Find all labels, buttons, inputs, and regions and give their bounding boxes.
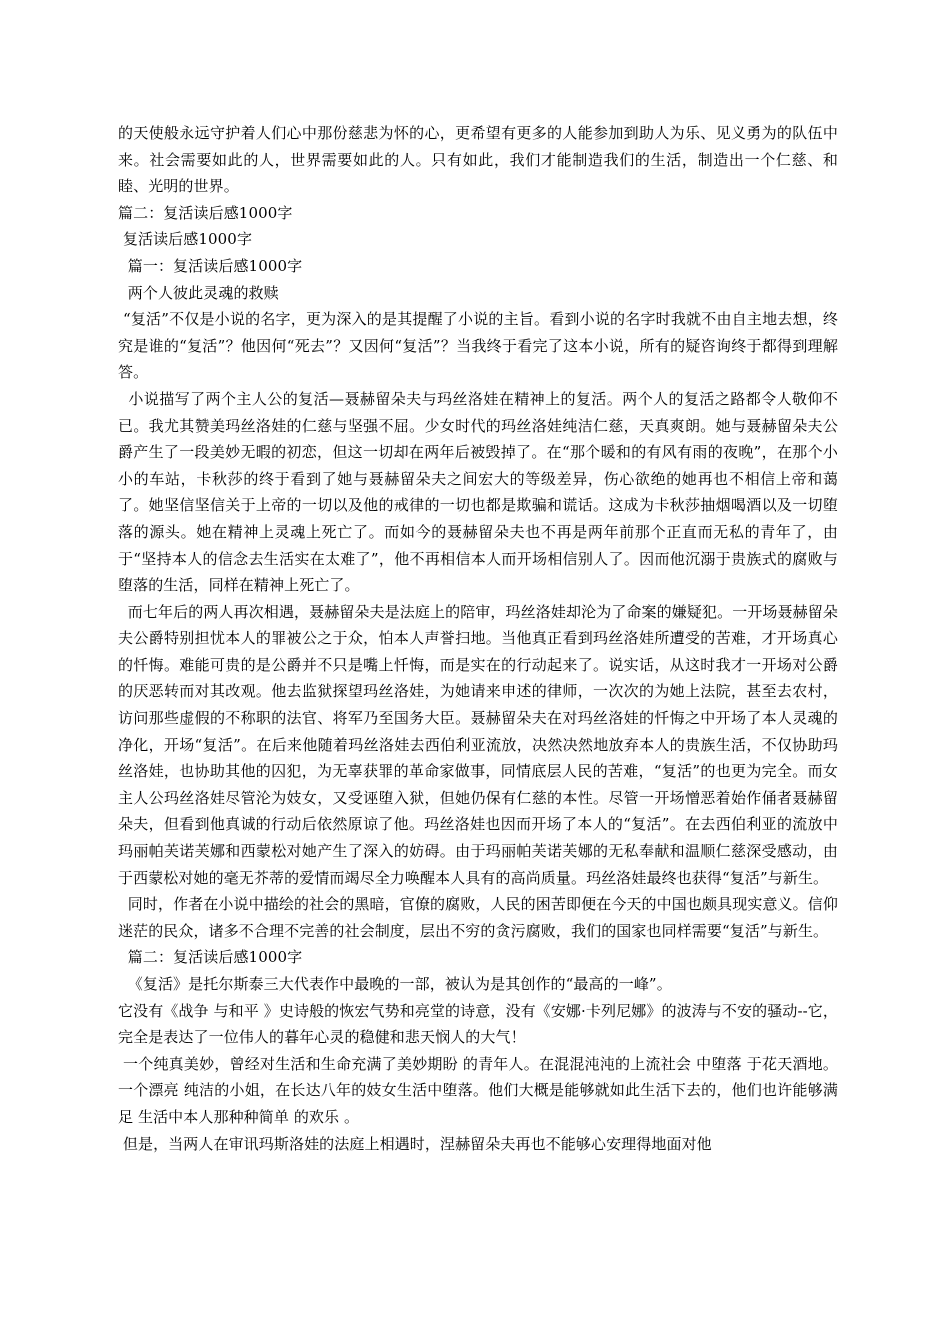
paragraph-comparison: 它没有《战争 与和平 》史诗般的恢宏气势和亮堂的诗意，没有《安娜·卡列尼娜》的波涛与不安的骚动--它，完全是表达了一位伟人的暮年心灵的稳健和悲天悯人的大气！	[118, 1001, 838, 1047]
section-heading-part-two: 篇二：复活读后感1000字	[118, 203, 293, 222]
paragraph-resurrection-meaning: “复活”不仅是小说的名字，更为深入的是其提醒了小说的主旨。看到小说的名字时我就不由自主地去想，终究是谁的“复活”？他因何“死去”？又因何“复活”？当我终于看完了这本小说，所有的疑咨询终于都得到理解答。	[118, 310, 838, 382]
document-page	[118, 120, 838, 1157]
sub-heading-part-one: 篇一：复活读后感1000字	[118, 256, 303, 275]
paragraph-innocent-youth: 一个纯真美妙，曾经对生活和生命充满了美妙期盼 的青年人。在混混沌沌的上流社会 中堕落 于花天酒地。一个漂亮 纯洁的小姐，在长达八年的妓女生活中堕落。他们大概是能够就如此生活下去的，他们也许能够满足 生活中本人那种种简单 的欢乐 。	[118, 1054, 838, 1126]
paragraph-tolstoy-work: 《复活》是托尔斯泰三大代表作中最晚的一部，被认为是其创作的“最高的一峰”。	[118, 975, 672, 993]
sub-heading-part-two: 篇二：复活读后感1000字	[118, 948, 303, 967]
essay-title: 两个人彼此灵魂的救赎	[118, 283, 279, 302]
paragraph-social-meaning: 同时，作者在小说中描绘的社会的黑暗，官僚的腐败，人民的困苦即便在今天的中国也颇具现实意义。信仰迷茫的民众，诸多不合理不完善的社会制度，层出不穷的贪污腐败，我们的国家也同样需要“复活”与新生。	[118, 895, 838, 940]
paragraph-intro-ending: 的天使般永远守护着人们心中那份慈悲为怀的心，更希望有更多的人能参加到助人为乐、见义勇为的队伍中来。社会需要如此的人，世界需要如此的人。只有如此，我们才能制造我们的生活，制造出一个仁慈、和睦、光明的世界。	[118, 124, 838, 196]
article-title: 复活读后感1000字	[118, 230, 253, 249]
paragraph-two-protagonists: 小说描写了两个主人公的复活—聂赫留朵夫与玛丝洛娃在精神上的复活。两个人的复活之路都令人敬仰不已。我尤其赞美玛丝洛娃的仁慈与坚强不屈。少女时代的玛丝洛娃纯洁仁慈，天真爽朗。她与聂赫留朵夫公爵产生了一段美妙无暇的初恋，但这一切却在两年后被毁掉了。在“那个暖和的有风有雨的夜晚”，在那个小小的车站，卡秋莎的终于看到了她与聂赫留朵夫之间宏大的等级差异，伤心欲绝的她再也不相信上帝和蔼了。她坚信坚信关于上帝的一切以及他的戒律的一切也都是欺骗和谎话。这成为卡秋莎抽烟喝酒以及一切堕落的源头。她在精神上灵魂上死亡了。而如今的聂赫留朵夫也不再是两年前那个正直而无私的青年了，由于“坚持本人的信念去生活实在太难了”，他不再相信本人而开场相信别人了。因而他沉溺于贵族式的腐败与堕落的生活，同样在精神上死亡了。	[118, 389, 838, 595]
paragraph-seven-years-later: 而七年后的两人再次相遇，聂赫留朵夫是法庭上的陪审，玛丝洛娃却沦为了命案的嫌疑犯。一开场聂赫留朵夫公爵特别担忧本人的罪被公之于众，怕本人声誉扫地。当他真正看到玛丝洛娃所遭受的苦难，才开场真心的忏悔。难能可贵的是公爵并不只是嘴上忏悔，而是实在的行动起来了。说实话，从这时我才一开场对公爵的厌恶转而对其改观。他去监狱探望玛丝洛娃，为她请来申述的律师，一次次的为她上法院，甚至去农村，访问那些虚假的不称职的法官、将军乃至国务大臣。聂赫留朵夫在对玛丝洛娃的忏悔之中开场了本人灵魂的净化，开场“复活”。在后来他随着玛丝洛娃去西伯利亚流放，决然决然地放弃本人的贵族生活，不仅协助玛丝洛娃，也协助其他的囚犯，为无辜获罪的革命家做事，同情底层人民的苦难，“复活”的也更为完全。而女主人公玛丝洛娃尽管沦为妓女，又受诬堕入狱，但她仍保有仁慈的本性。尽管一开场憎恶着始作俑者聂赫留朵夫，但看到他真诚的行动后依然原谅了他。玛丝洛娃也因而开场了本人的“复活”。在去西伯利亚的流放中玛丽帕芙诺芙娜和西蒙松对她产生了深入的妨碍。由于玛丽帕芙诺芙娜的无私奉献和温顺仁慈深受感动，由于西蒙松对她的毫无芥蒂的爱情而竭尽全力唤醒本人具有的高尚质量。玛丝洛娃最终也获得“复活”与新生。	[118, 602, 838, 887]
paragraph-court-meeting: 但是，当两人在审讯玛斯洛娃的法庭上相遇时，涅赫留朵夫再也不能够心安理得地面对他	[118, 1134, 712, 1153]
